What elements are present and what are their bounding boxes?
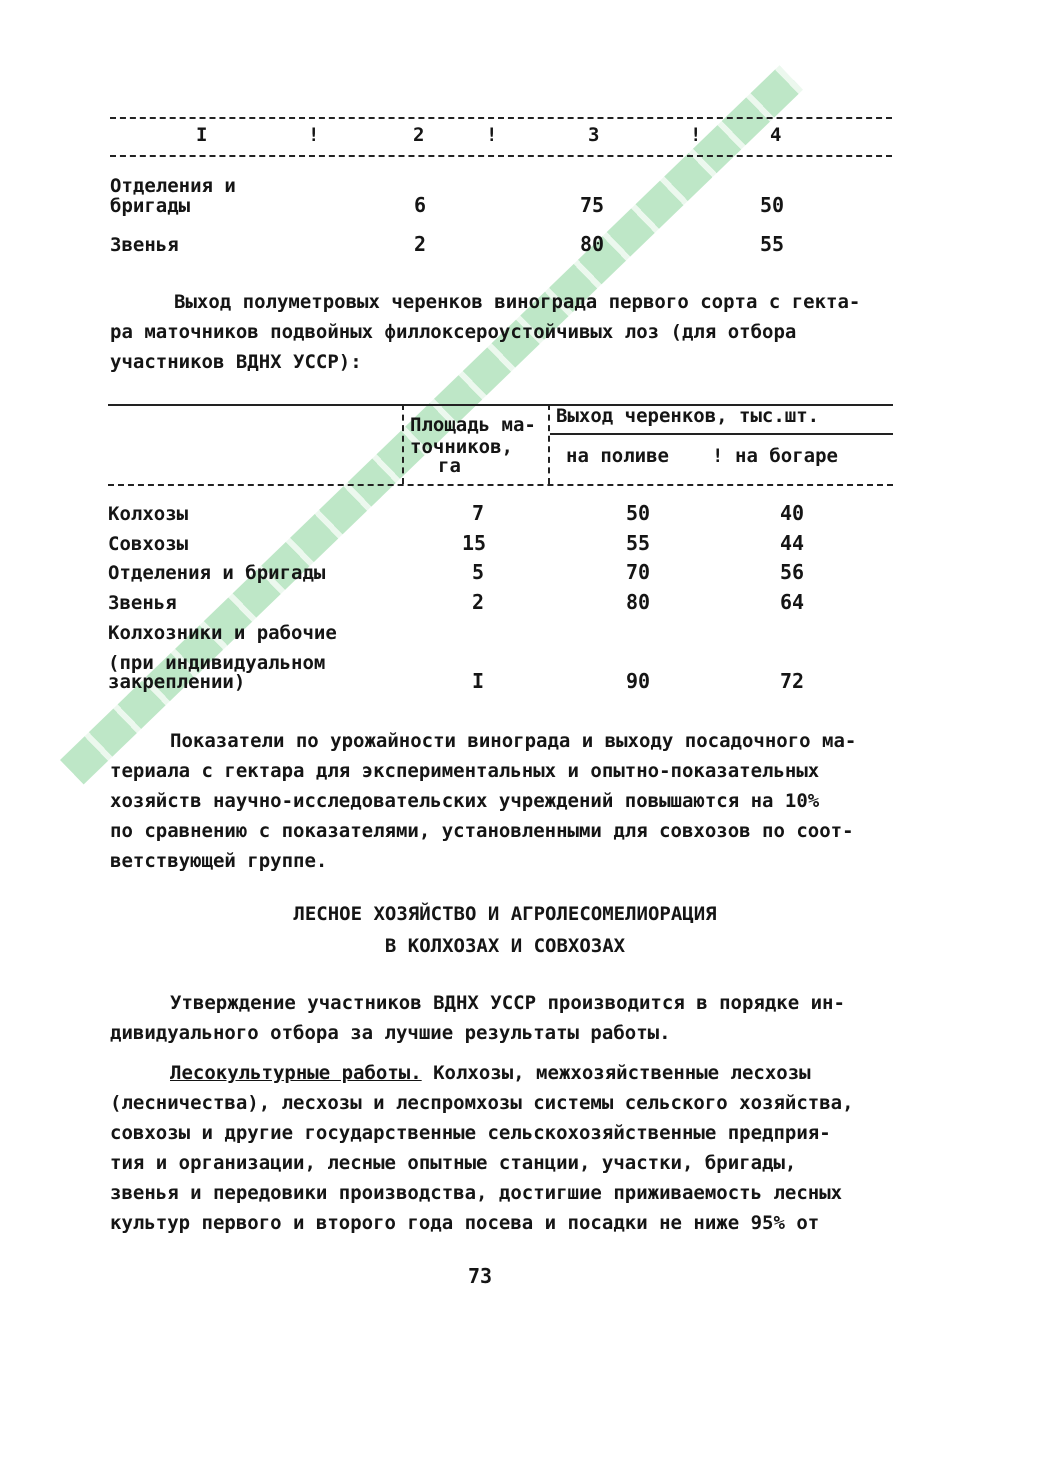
table2-header-sep: !	[712, 445, 724, 467]
cell-value: 6	[413, 193, 427, 217]
table2-header-area: точников,	[410, 436, 513, 458]
table2-header-yield: Выход черенков, тыс.шт.	[556, 405, 820, 427]
cell-value: I	[471, 669, 485, 693]
cell-value: 40	[779, 501, 805, 525]
row-label: закреплении)	[108, 671, 246, 693]
text-line: Показатели по урожайности винограда и выходу посадочного ма-	[170, 730, 857, 752]
body-paragraph	[110, 726, 900, 876]
cell-value: 15	[461, 531, 487, 555]
table2-header-area: Площадь ма-	[410, 414, 536, 436]
text-line: совхозы и другие государственные сельскохозяйственные предприя-	[110, 1122, 831, 1144]
cell-value: 80	[625, 590, 651, 614]
cell-value: 80	[579, 232, 605, 256]
cell-value: 64	[779, 590, 805, 614]
cell-value: 90	[625, 669, 651, 693]
cell-value: 56	[779, 560, 805, 584]
row-label: бригады	[110, 195, 191, 217]
table1-header-sep: !	[690, 124, 702, 146]
row-label: Звенья	[108, 592, 177, 614]
row-label: Колхозники и рабочие	[108, 622, 337, 644]
section-heading	[110, 898, 900, 962]
table1-header-col4: 4	[770, 124, 782, 146]
table1-header-col2: 2	[413, 124, 425, 146]
text-line: дивидуального отбора за лучшие результаты работы.	[110, 1022, 671, 1044]
table2-header-area: га	[438, 455, 461, 477]
page-number: 73	[467, 1264, 493, 1288]
table2-header-dry: на богаре	[735, 445, 838, 467]
table2-col-divider	[402, 404, 404, 484]
table2-subheader-rule	[550, 433, 893, 435]
table1-top-rule	[110, 117, 892, 119]
cell-value: 72	[779, 669, 805, 693]
cell-value: 55	[759, 232, 785, 256]
section-heading-line: В КОЛХОЗАХ И СОВХОЗАХ	[384, 935, 626, 957]
text-line: по сравнению с показателями, установленными для совхозов по соот-	[110, 820, 854, 842]
table2-col-divider	[548, 404, 550, 484]
intro-paragraph	[110, 287, 900, 377]
cell-value: 2	[413, 232, 427, 256]
cell-value: 55	[625, 531, 651, 555]
text-line: звенья и передовики производства, достигшие приживаемость лесных	[110, 1182, 843, 1204]
subsection-title: Лесокультурные работы.	[170, 1062, 422, 1084]
cell-value: 50	[759, 193, 785, 217]
row-label: Звенья	[110, 234, 179, 256]
cell-value: 50	[625, 501, 651, 525]
text-line	[110, 1058, 900, 1088]
body-paragraph	[110, 1058, 900, 1238]
cell-value: 2	[471, 590, 485, 614]
text-line: участников ВДНХ УССР):	[110, 351, 362, 373]
table1-header-col1: I	[196, 124, 208, 146]
cell-value: 70	[625, 560, 651, 584]
text-line: ра маточников подвойных филлоксероустойчивых лоз (для отбора	[110, 321, 797, 343]
table1-header-sep: !	[308, 124, 320, 146]
section-heading-line: ЛЕСНОЕ ХОЗЯЙСТВО И АГРОЛЕСОМЕЛИОРАЦИЯ	[293, 903, 717, 925]
cell-value: 5	[471, 560, 485, 584]
text-line: Выход полуметровых черенков винограда первого сорта с гекта-	[174, 291, 861, 313]
text-line: ветствующей группе.	[110, 850, 328, 872]
table1-header-col3: 3	[588, 124, 600, 146]
row-label: (при индивидуальном	[108, 652, 326, 674]
text-line: хозяйств научно-исследовательских учреждений повышаются на 10%	[110, 790, 820, 812]
row-label: Отделения и бригады	[108, 562, 326, 584]
text-line: Утверждение участников ВДНХ УССР производится в порядке ин-	[170, 992, 845, 1014]
row-label: Совхозы	[108, 533, 189, 555]
text-fragment: Колхозы, межхозяйственные лесхозы	[421, 1062, 811, 1084]
row-label: Отделения и	[110, 175, 236, 197]
table1-header-rule	[110, 155, 892, 157]
text-line: териала с гектара для экспериментальных и опытно-показательных	[110, 760, 820, 782]
row-label: Колхозы	[108, 503, 189, 525]
cell-value: 7	[471, 501, 485, 525]
text-line: (лесничества), лесхозы и леспромхозы системы сельского хозяйства,	[110, 1092, 854, 1114]
cell-value: 75	[579, 193, 605, 217]
table2-header-rule	[108, 484, 893, 486]
cell-value: 44	[779, 531, 805, 555]
table1-header-sep: !	[486, 124, 498, 146]
text-line: культур первого и второго года посева и посадки не ниже 95% от	[110, 1212, 820, 1234]
table2-header-irrigated: на поливе	[566, 445, 669, 467]
body-paragraph	[110, 988, 900, 1048]
text-line: тия и организации, лесные опытные станции, участки, бригады,	[110, 1152, 797, 1174]
